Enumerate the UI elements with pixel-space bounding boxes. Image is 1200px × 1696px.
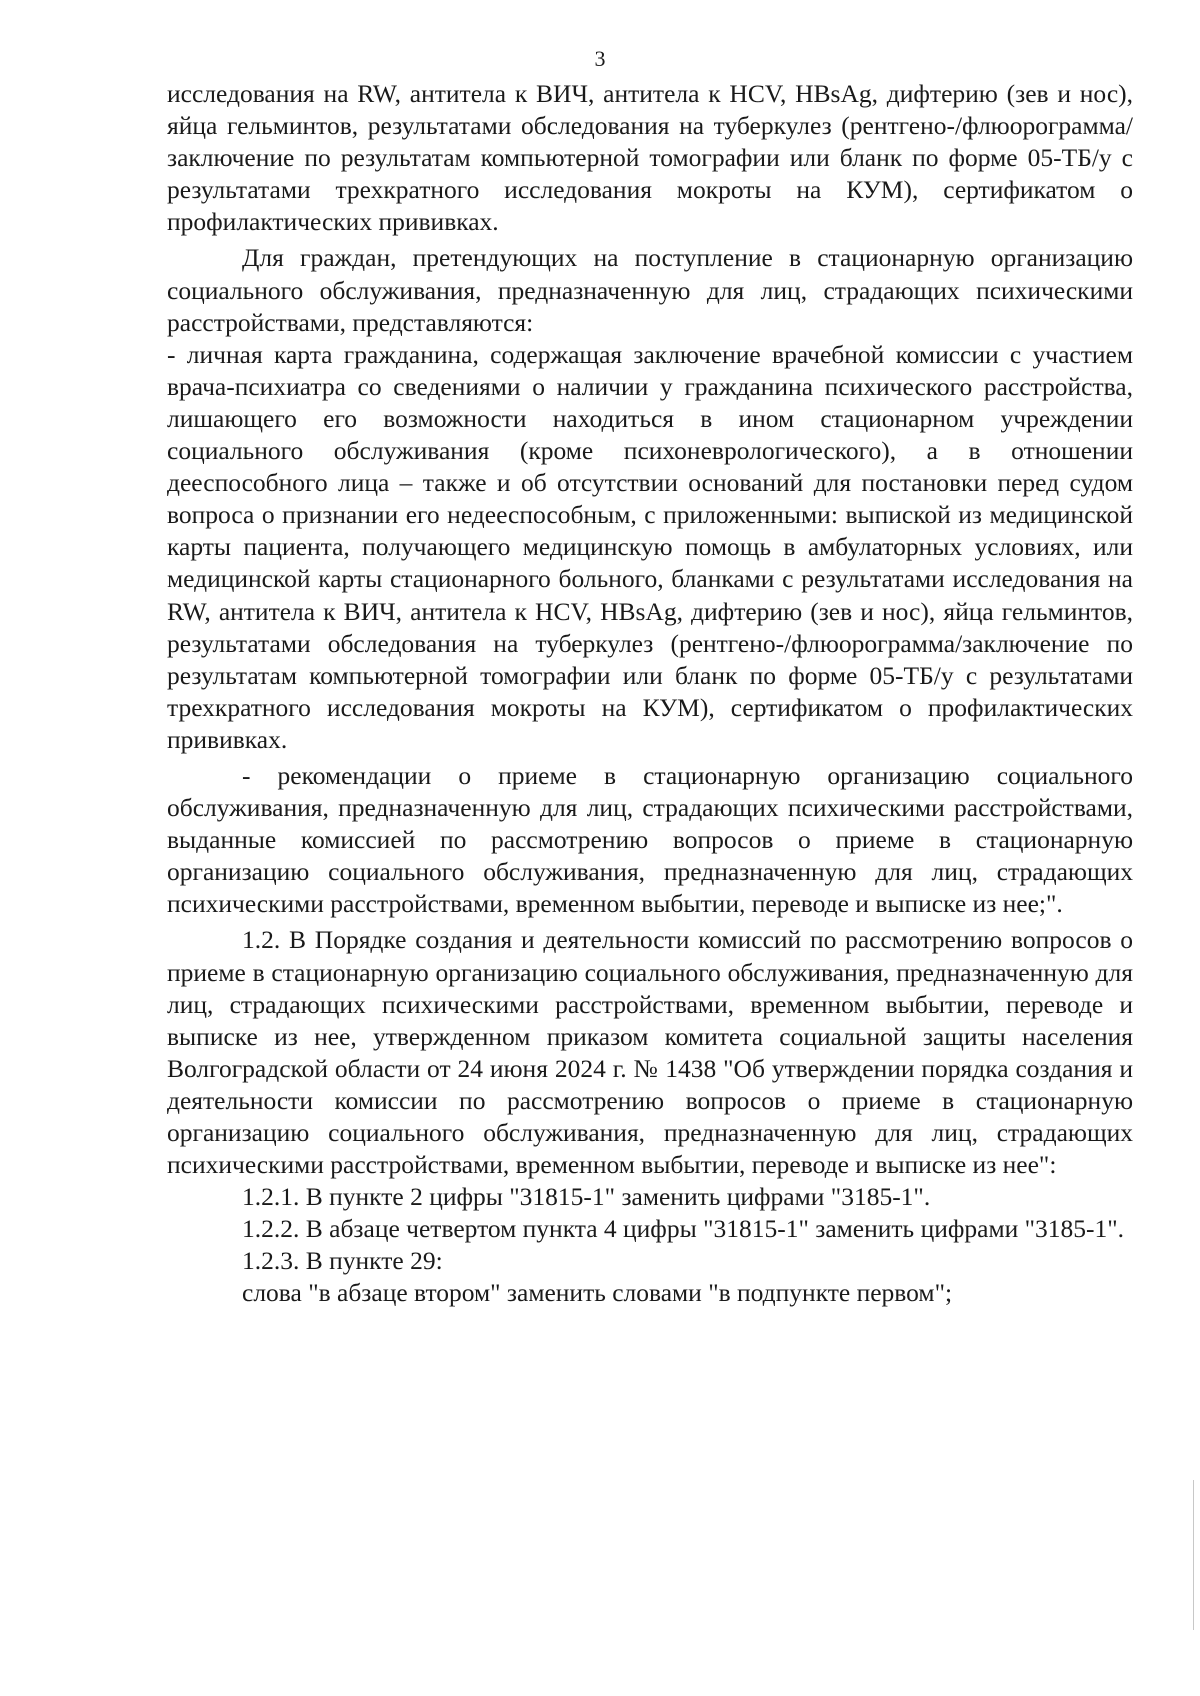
page-number: 3 [594, 46, 606, 71]
paragraph-section-1-2-3: 1.2.3. В пункте 29: [242, 1246, 443, 1276]
paragraph-section-1-2: 1.2. В Порядке создания и деятельности комиссий по рассмотрению вопросов о приеме в стационарную организацию социального обслуживания, предназначенную для лиц, страдающих психическими расстройствами, временном выбытии, переводе и выписке из нее, утвержденном приказом комитета социальной защиты населения Волгоградской области от 24 июня 2024 г. № 1438 "Об утверждении порядка создания и деятельности комиссии по рассмотрению вопросов о приеме в стационарную организацию социального обслуживания, предназначенную для лиц, страдающих психическими расстройствами, временном выбытии, переводе и выписке из нее": [167, 925, 1133, 1180]
paragraph-recommendations: - рекомендации о приеме в стационарную организацию социального обслуживания, предназначенную для лиц, страдающих психическими расстройствами, выданные комиссией по рассмотрению вопросов о приеме в стационарную организацию социального обслуживания, предназначенную для лиц, страдающих психическими расстройствами, временном выбытии, переводе и выписке из нее;". [167, 760, 1133, 919]
paragraph-words-replacement: слова "в абзаце втором" заменить словами "в подпункте первом"; [242, 1278, 953, 1308]
paragraph-citizens-requirements: Для граждан, претендующих на поступление в стационарную организацию социального обслуживания, предназначенную для лиц, страдающих психическими расстройствами, представляются: [167, 243, 1133, 337]
paragraph-section-1-2-1: 1.2.1. В пункте 2 цифры "31815-1" заменить цифрами "3185-1". [242, 1182, 931, 1212]
paragraph-section-1-2-2: 1.2.2. В абзаце четвертом пункта 4 цифры "31815-1" заменить цифрами "3185-1". [242, 1214, 1125, 1244]
paragraph-personal-card: - личная карта гражданина, содержащая заключение врачебной комиссии с участием врача-психиатра со сведениями о наличии у гражданина психического расстройства, лишающего его возможности находиться в ином стационарном учреждении социального обслуживания (кроме психоневрологического), а в отношении дееспособного лица – также и об отсутствии оснований для постановки перед судом вопроса о признании его недееспособным, с приложенными: выпиской из медицинской карты пациента, получающего медицинскую помощь в амбулаторных условиях, или медицинской карты стационарного больного, бланками с результатами исследования на RW, антитела к ВИЧ, антитела к HCV, HBsAg, дифтерию (зев и нос), яйца гельминтов, результатами обследования на туберкулез (рентгено-/флюорограмма/заключение по результатам компьютерной томографии или бланк по форме 05-ТБ/у с результатами трехкратного исследования мокроты на КУМ), сертификатом о профилактических прививках. [167, 339, 1133, 754]
document-body [167, 78, 1133, 1310]
paragraph-continuation: исследования на RW, антитела к ВИЧ, антитела к HCV, HBsAg, дифтерию (зев и нос), яйца гельминтов, результатами обследования на туберкулез (рентгено-/флюорограмма/заключение по результатам компьютерной томографии или бланк по форме 05-ТБ/у с результатами трехкратного исследования мокроты на КУМ), сертификатом о профилактических прививках. [167, 79, 1133, 237]
scan-edge-mark [1193, 1480, 1194, 1630]
